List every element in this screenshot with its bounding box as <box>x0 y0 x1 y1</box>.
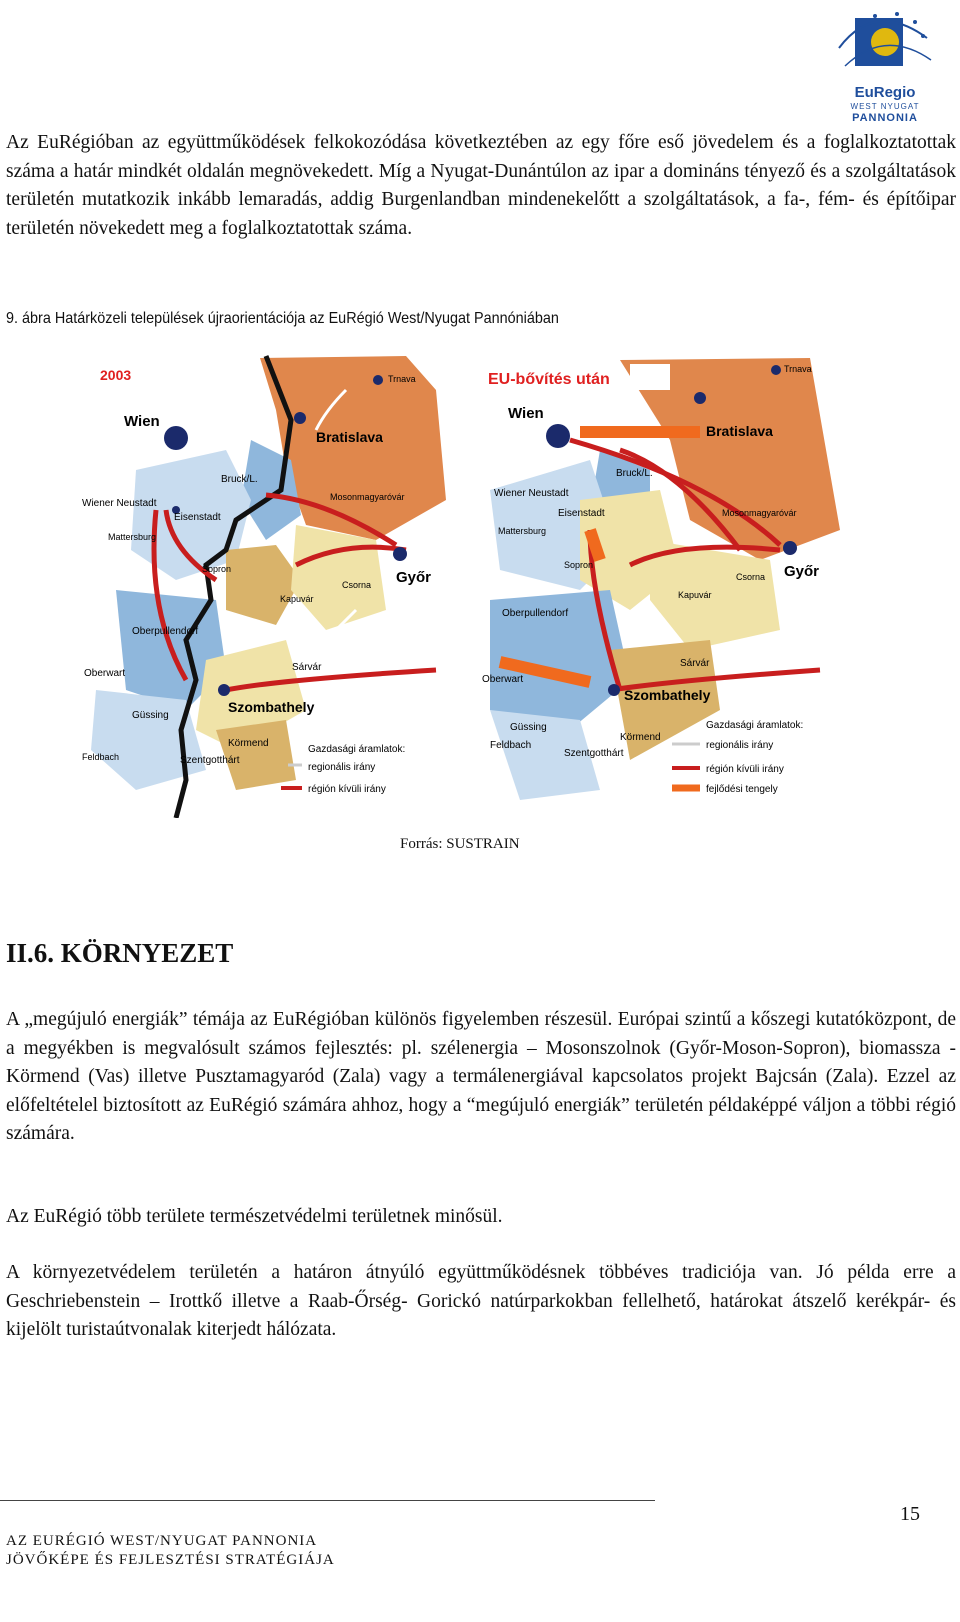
map-2003-label-sopron: Sopron <box>202 564 232 574</box>
paragraph-renewable-energy: A „megújuló energiák” témája az EuRégióban különös figyelemben részesül. Európai szintű a kőszegi kutatóközpont, de a megyékben is megvalósult számos fejlesztés: pl. szélenergia – Mosonszolnok (Győr-Moson-Sopron), biomassza - Körmend (Vas) illetve Pusztamagyaród (Zala) vagy a termálenergiával kapcsolatos projekt Bajcsán (Zala). Ezzel az előfeltételel biztosított az EuRégió számára ahhoz, hogy a “megújuló energiák” területén példaképpé váljon a többi régió számára. <box>6 1009 956 1144</box>
map-2003-label-kapuvar: Kapuvár <box>280 594 314 604</box>
map-after-eu-legend-title: Gazdasági áramlatok: <box>706 720 804 731</box>
map-after-eu-label-mosonmagyarovar: Mosonmagyaróvár <box>722 508 797 518</box>
map-2003-label-oberpullendorf: Oberpullendorf <box>132 626 199 637</box>
paragraph-nature-protection: Az EuRégió több területe természetvédelmi területnek minősül. <box>6 1206 503 1227</box>
map-after-eu-legend-external: régión kívüli irány <box>706 764 784 775</box>
logo-subtitle-west: WEST NYUGAT <box>850 102 920 111</box>
map-after-eu-label-sarvar: Sárvár <box>680 658 710 669</box>
paragraph-employment: Az EuRégióban az együttműködések felkokozódása következtében az egy főre eső jövedelem és a foglalkoztatottak száma a határ mindkét oldalán megnövekedett. Míg a Nyugat-Dunántúlon az ipar a domináns tényező és a szolgáltatások területén mutatkozik inkább lemaradás, addig Burgenlandban mindenekelőtt a szolgáltatások, a fa-, fém- és építőipar területén növekedett meg a foglalkoztatottak száma. <box>6 132 956 239</box>
map-2003-label-sarvar: Sárvár <box>292 662 322 673</box>
map-2003-label-gussing: Güssing <box>132 710 169 721</box>
map-2003-year: 2003 <box>100 367 132 383</box>
logo-subtitle-pannonia: PANNONIA <box>852 112 918 124</box>
map-after-eu <box>480 350 856 818</box>
map-after-eu-label-oberwart: Oberwart <box>482 674 524 685</box>
page-number: 15 <box>900 1503 920 1525</box>
euregio-logo <box>835 8 935 126</box>
map-2003-label-wiener-neustadt: Wiener Neustadt <box>82 498 157 509</box>
map-2003-label-bratislava: Bratislava <box>316 429 383 445</box>
footer-title-line2: JÖVŐKÉPE ÉS FEJLESZTÉSI STRATÉGIÁJA <box>6 1552 335 1568</box>
map-2003-label-mosonmagyarovar: Mosonmagyaróvár <box>330 492 405 502</box>
map-after-eu-label-oberpullendorf: Oberpullendorf <box>502 608 569 619</box>
map-2003-label-szombathely: Szombathely <box>228 699 315 715</box>
map-after-eu-label-mattersburg: Mattersburg <box>498 526 547 536</box>
map-2003-label-csorna: Csorna <box>342 580 372 590</box>
map-after-eu-label-trnava: Trnava <box>784 364 812 374</box>
map-after-eu-label-feldbach: Feldbach <box>490 740 532 751</box>
footer-divider <box>0 1500 655 1501</box>
footer-title-line1: AZ EURÉGIÓ WEST/NYUGAT PANNONIA <box>6 1533 318 1549</box>
map-2003-legend-external: régión kívüli irány <box>308 784 386 795</box>
map-2003-legend-title: Gazdasági áramlatok: <box>308 744 406 755</box>
paragraph-environmental-cooperation: A környezetvédelem területén a határon átnyúló együttműködésnek többéves tradiciója van. Jó példa erre a Geschriebenstein – Irottkő illetve a Raab-Őrség- Gorickó natúrparkokban fellelhető, határokat átszelő kerékpár- és kijelölt turistaútvonalak kiterjedt hálózata. <box>6 1262 956 1340</box>
section-heading: II.6. KÖRNYEZET <box>6 938 234 968</box>
map-2003-legend-regional: regionális irány <box>308 762 376 773</box>
map-after-eu-title: EU-bővítés után <box>488 371 610 388</box>
map-2003-label-bruck: Bruck/L. <box>221 474 258 485</box>
map-2003-label-mattersburg: Mattersburg <box>108 532 157 542</box>
map-after-eu-label-gyor: Győr <box>784 563 820 580</box>
map-after-eu-legend-axis: fejlődési tengely <box>706 784 778 795</box>
map-after-eu-legend-regional: regionális irány <box>706 740 774 751</box>
map-after-eu-label-kormend: Körmend <box>620 732 661 743</box>
map-2003 <box>76 350 476 818</box>
map-after-eu-label-bratislava: Bratislava <box>706 423 773 439</box>
map-after-eu-label-wiener-neustadt: Wiener Neustadt <box>494 488 569 499</box>
map-after-eu-svg <box>480 350 856 818</box>
map-2003-label-feldbach: Feldbach <box>82 752 120 762</box>
figure-source: Forrás: SUSTRAIN <box>400 836 520 852</box>
map-2003-label-eisenstadt: Eisenstadt <box>174 512 221 523</box>
map-2003-label-kormend: Körmend <box>228 738 269 749</box>
figure-caption: 9. ábra Határközeli települések újraorientációja az EuRégió West/Nyugat Pannóniában <box>6 310 559 327</box>
logo-title: EuRegio <box>854 84 916 101</box>
map-2003-label-oberwart: Oberwart <box>84 668 126 679</box>
map-2003-label-trnava: Trnava <box>388 374 416 384</box>
map-after-eu-label-csorna: Csorna <box>736 572 766 582</box>
map-after-eu-label-kapuvar: Kapuvár <box>678 590 712 600</box>
map-after-eu-label-szentgotthart: Szentgotthárt <box>564 748 624 759</box>
map-after-eu-label-szombathely: Szombathely <box>624 687 711 703</box>
map-after-eu-label-wien: Wien <box>508 405 544 422</box>
map-2003-svg <box>76 350 476 818</box>
map-2003-label-gyor: Győr <box>396 569 432 586</box>
map-after-eu-label-gussing: Güssing <box>510 722 547 733</box>
map-after-eu-label-eisenstadt: Eisenstadt <box>558 508 605 519</box>
map-2003-label-szentgotthart: Szentgotthárt <box>180 755 240 766</box>
map-after-eu-label-bruck: Bruck/L. <box>616 468 653 479</box>
map-after-eu-label-sopron: Sopron <box>564 560 594 570</box>
euregio-logo-mark <box>835 8 935 88</box>
map-2003-label-wien: Wien <box>124 413 160 430</box>
